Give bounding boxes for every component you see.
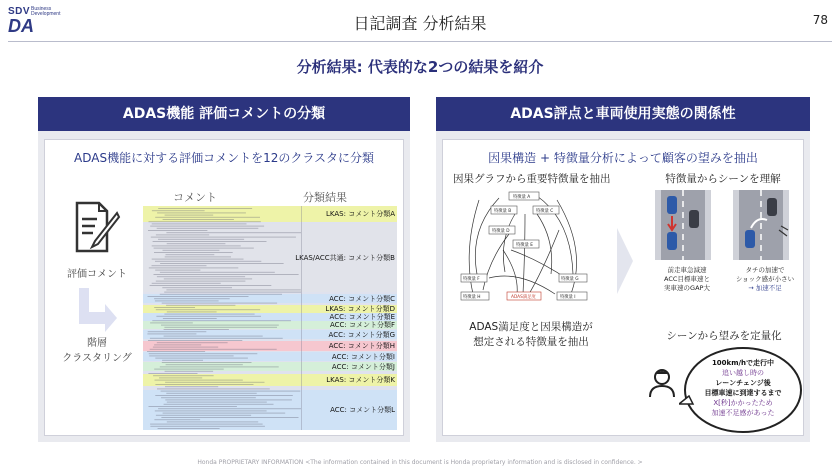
scene-b-line1: タチの加速で — [745, 266, 785, 274]
node-f: 特徴量 F — [463, 277, 480, 282]
cluster-label: ACC: コメント分類H — [328, 342, 395, 350]
node-d: 特徴量 D — [492, 229, 510, 234]
left-panel-heading: ADAS機能 評価コメントの分類 — [38, 97, 410, 131]
bubble-line5: X[秒]かかったため — [713, 399, 773, 407]
slide-subtitle: 分析結果: 代表的な2つの結果を紹介 — [296, 58, 544, 76]
scene-a-road-icon — [655, 190, 711, 260]
slide-title: 日記調査 分析結果 — [353, 14, 487, 33]
node-a: 特徴量 A — [513, 195, 531, 200]
corner-arrow-icon — [75, 286, 119, 334]
cluster-label: LKAS: コメント分類D — [325, 305, 395, 313]
cluster-heatmap — [143, 206, 397, 430]
node-i: 特徴量 I — [560, 295, 576, 300]
scene-b-caption — [727, 266, 803, 293]
left-panel-lead: ADAS機能に対する評価コメントを12のクラスタに分類 — [74, 151, 374, 165]
cluster-label: LKAS: コメント分類A — [326, 210, 395, 218]
right-panel-lead: 因果構造 + 特徴量分析によって顧客の望みを抽出 — [488, 151, 758, 165]
clustering-label-line1: 階層 — [87, 338, 107, 349]
bubble-line2: 追い越し時の — [722, 369, 764, 377]
scene-a-line3: 実車速のGAP大 — [664, 284, 710, 292]
speech-bubble-text — [689, 358, 797, 418]
confidentiality-footer: Honda PROPRIETARY INFORMATION <The information contained in this document is Honda proprietary information and is disclosed in confidence. > — [197, 459, 643, 466]
chevron-right-icon — [615, 226, 635, 296]
column-header-comment: コメント — [173, 191, 217, 204]
logo-sub-text: Business Development — [31, 6, 61, 17]
logo-da-text: DA — [8, 16, 34, 36]
document-pen-icon — [73, 201, 121, 255]
page-number: 78 — [812, 13, 828, 27]
node-b: 特徴量 B — [494, 209, 512, 214]
cluster-label: ACC: コメント分類I — [331, 353, 395, 361]
person-icon — [649, 368, 675, 398]
scene-b-line3: → 加速不足 — [748, 284, 782, 292]
feature-title: 特徴量からシーンを理解 — [665, 173, 781, 185]
causal-caption — [451, 320, 611, 350]
cluster-label: ACC: コメント分類L — [330, 406, 395, 414]
speech-bubble — [679, 346, 803, 434]
cluster-label: ACC: コメント分類G — [328, 331, 395, 339]
logo-sdv-text: SDV — [8, 6, 31, 17]
scene-a-line1: 前走車急減速 — [667, 266, 707, 274]
causal-graph-title: 因果グラフから重要特徴量を抽出 — [453, 173, 611, 185]
node-adas: ADAS満足度 — [511, 295, 536, 300]
bubble-line3: レーンチェンジ後 — [715, 379, 771, 387]
cluster-label: ACC: コメント分類C — [329, 295, 395, 303]
right-panel-body — [442, 139, 804, 436]
causal-caption-line2: 想定される特徴量を抽出 — [473, 336, 589, 348]
cluster-label: LKAS/ACC共通: コメント分類B — [295, 254, 395, 262]
bubble-line6: 加速不足感があった — [711, 409, 775, 417]
cluster-label: ACC: コメント分類J — [331, 363, 395, 371]
node-g: 特徴量 G — [561, 277, 579, 282]
cluster-label: LKAS: コメント分類K — [326, 376, 395, 384]
cluster-label: ACC: コメント分類E — [329, 313, 395, 321]
bubble-line4: 目標車速に到達するまで — [704, 389, 782, 397]
column-divider — [301, 206, 302, 430]
scene-b-road-icon — [733, 190, 789, 260]
column-header-result: 分類結果 — [303, 191, 347, 204]
cluster-label: ACC: コメント分類F — [329, 321, 395, 329]
header-divider — [8, 41, 832, 42]
node-h: 特徴量 H — [463, 295, 481, 300]
clustering-label-line2: クラスタリング — [62, 353, 132, 364]
scene-a-caption — [647, 266, 727, 293]
scene-title: シーンから望みを定量化 — [666, 330, 782, 342]
clustering-label — [57, 336, 137, 366]
causal-caption-line1: ADAS満足度と因果構造が — [469, 321, 593, 333]
left-panel-body — [44, 139, 404, 436]
left-panel — [38, 97, 410, 442]
node-e: 特徴量 E — [516, 243, 533, 248]
bubble-line1: 100km/hで走行中 — [711, 359, 775, 367]
eval-comment-label: 評価コメント — [67, 269, 127, 280]
right-panel — [436, 97, 810, 442]
causal-graph — [459, 190, 591, 306]
scene-a-line2: ACC目標車速と — [664, 275, 710, 283]
comment-texture — [143, 206, 301, 430]
scene-b-line2: ショック感が小さい — [735, 275, 795, 283]
right-panel-heading: ADAS評点と車両使用実態の関係性 — [436, 97, 810, 131]
node-c: 特徴量 C — [536, 209, 554, 214]
